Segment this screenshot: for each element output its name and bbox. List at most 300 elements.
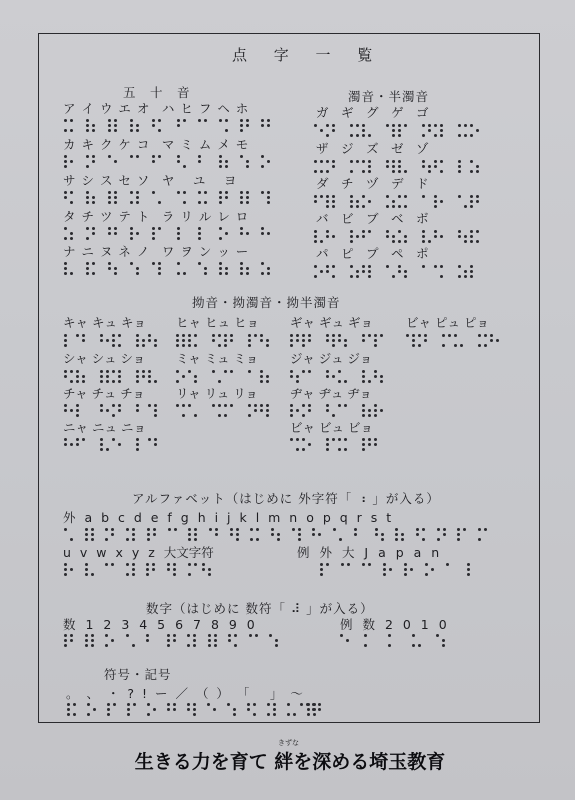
row-g3: サ シ ス セ ソ ヤ ユ ヨ [63, 173, 237, 188]
braille-dot [312, 708, 315, 711]
braille-cell [105, 528, 118, 542]
braille-dot [362, 443, 365, 446]
braille-dot [388, 634, 391, 637]
braille-cell [224, 370, 237, 384]
braille-dot [296, 448, 299, 451]
braille-dot [428, 240, 431, 243]
braille-dot [362, 370, 365, 373]
braille-dot [362, 170, 365, 173]
braille-dot [126, 634, 129, 637]
braille-dot [167, 568, 170, 571]
braille-dot [86, 124, 89, 127]
braille-cell [198, 119, 211, 133]
braille-dot [67, 708, 70, 711]
braille-dot [91, 634, 94, 637]
braille-dot [224, 339, 227, 342]
braille-dot [401, 533, 404, 536]
braille-dot [204, 267, 207, 270]
braille-dot [326, 205, 329, 208]
braille-dot [320, 240, 323, 243]
braille-dot [442, 639, 445, 642]
braille-cell [148, 404, 161, 418]
braille-dot [368, 414, 371, 417]
row-y2a: シャ シュ ショ [63, 351, 146, 366]
braille-dot [136, 409, 139, 412]
braille-cell [320, 563, 333, 577]
braille-cell [490, 334, 503, 348]
braille-dot [214, 644, 217, 647]
braille-cell [64, 634, 77, 648]
braille-cell [127, 703, 140, 717]
braille-dot [91, 533, 94, 536]
braille-dot [198, 160, 201, 163]
braille-dot [261, 227, 264, 230]
braille-dot [225, 191, 228, 194]
braille-dot [464, 270, 467, 273]
braille-dot [193, 639, 196, 642]
braille-dot [425, 573, 428, 576]
braille-cell [76, 438, 89, 452]
braille-dot [383, 568, 386, 571]
braille-dot [82, 438, 85, 441]
braille-dot [470, 200, 473, 203]
braille-dot [458, 165, 461, 168]
braille-dot [224, 404, 227, 407]
braille-dot [136, 129, 139, 132]
braille-dot [208, 639, 211, 642]
braille-dot [326, 443, 329, 446]
braille-dot [398, 265, 401, 268]
braille-dot [434, 265, 437, 268]
braille-cell [261, 155, 274, 169]
section-alphabet: アルファベット（はじめに 外字符「 ⠰ 」が入る） [132, 491, 440, 506]
braille-dot [375, 533, 378, 536]
braille-dot [64, 155, 67, 158]
braille-dot [86, 267, 89, 270]
braille-dot [380, 380, 383, 383]
braille-dot [91, 644, 94, 647]
braille-dot [152, 191, 155, 194]
braille-dot [228, 639, 231, 642]
braille-dot [132, 573, 135, 576]
braille-dot [362, 124, 365, 127]
braille-dot [256, 538, 259, 541]
braille-dot [398, 165, 401, 168]
braille-cell [208, 634, 221, 648]
braille-dot [362, 404, 365, 407]
braille-dot [356, 160, 359, 163]
braille-cell [287, 703, 300, 717]
braille-dot [188, 344, 191, 347]
braille-dot [374, 370, 377, 373]
braille-dot [208, 634, 211, 637]
braille-dot [404, 235, 407, 238]
braille-dot [470, 230, 473, 233]
braille-dot [422, 240, 425, 243]
braille-dot [100, 375, 103, 378]
braille-dot [392, 134, 395, 137]
braille-dot [105, 538, 108, 541]
braille-cell [130, 262, 143, 276]
braille-cell [261, 227, 274, 241]
braille-cell [76, 370, 89, 384]
braille-dot [202, 568, 205, 571]
braille-dot [118, 370, 121, 373]
braille-dot [177, 191, 180, 194]
braille-dot [142, 375, 145, 378]
braille-dot [92, 201, 95, 204]
braille-dot [354, 533, 357, 536]
braille-dot [76, 404, 79, 407]
braille-dot [484, 344, 487, 347]
braille-dot [158, 201, 161, 204]
braille-dot [114, 124, 117, 127]
braille-cell [227, 703, 240, 717]
braille-dot [100, 404, 103, 407]
braille-cell [147, 703, 160, 717]
braille-dot [136, 339, 139, 342]
braille-dot [386, 165, 389, 168]
braille-dot [188, 563, 191, 566]
row-y1c: ギャ ギュ ギョ [290, 315, 373, 330]
braille-dot [320, 160, 323, 163]
braille-dot [457, 538, 460, 541]
braille-cell [198, 191, 211, 205]
braille-cell [434, 230, 447, 244]
braille-dot [308, 409, 311, 412]
braille-dot [346, 639, 349, 642]
braille-dot [152, 563, 155, 566]
braille-cell [267, 703, 280, 717]
braille-cell [374, 370, 387, 384]
braille-dot [326, 370, 329, 373]
braille-dot [354, 528, 357, 531]
braille-dot [194, 528, 197, 531]
braille-dot [82, 334, 85, 337]
braille-dot [230, 533, 233, 536]
braille-dot [76, 414, 79, 417]
braille-dot [92, 262, 95, 265]
braille-cell [105, 563, 118, 577]
braille-dot [260, 375, 263, 378]
braille-dot [326, 124, 329, 127]
braille-dot [85, 528, 88, 531]
braille-dot [401, 538, 404, 541]
braille-dot [86, 196, 89, 199]
braille-dot [484, 334, 487, 337]
braille-dot [298, 538, 301, 541]
braille-cell [130, 227, 143, 241]
braille-dot [236, 528, 239, 531]
braille-dot [362, 438, 365, 441]
braille-dot [249, 634, 252, 637]
braille-cell [219, 227, 232, 241]
braille-dot [326, 170, 329, 173]
braille-dot [332, 195, 335, 198]
braille-dot [188, 533, 191, 536]
braille-cell [354, 528, 367, 542]
braille-dot [246, 196, 249, 199]
braille-dot [261, 191, 264, 194]
braille-dot [254, 404, 257, 407]
braille-dot [287, 703, 290, 706]
braille-cell [108, 227, 121, 241]
braille-dot [392, 205, 395, 208]
braille-dot [404, 270, 407, 273]
braille-dot [398, 240, 401, 243]
braille-dot [228, 634, 231, 637]
braille-cell [364, 634, 377, 648]
braille-dot [136, 375, 139, 378]
braille-dot [422, 230, 425, 233]
braille-cell [446, 563, 459, 577]
braille-dot [458, 134, 461, 137]
braille-dot [209, 528, 212, 531]
braille-dot [381, 533, 384, 536]
braille-dot [296, 438, 299, 441]
braille-dot [214, 634, 217, 637]
braille-cell [177, 155, 190, 169]
braille-dot [398, 129, 401, 132]
braille-dot [225, 119, 228, 122]
braille-dot [64, 129, 67, 132]
row-d2: ザ ジ ズ ゼ ゾ [316, 141, 429, 156]
braille-dot [176, 380, 179, 383]
braille-dot [490, 334, 493, 337]
braille-dot [108, 201, 111, 204]
braille-dot [105, 644, 108, 647]
braille-cell [130, 191, 143, 205]
braille-dot [392, 170, 395, 173]
braille-dot [234, 634, 237, 637]
braille-dot [431, 568, 434, 571]
braille-dot [458, 275, 461, 278]
braille-dot [470, 265, 473, 268]
braille-dot [142, 339, 145, 342]
braille-dot [392, 200, 395, 203]
braille-dot [91, 639, 94, 642]
braille-dot [362, 205, 365, 208]
braille-dot [386, 265, 389, 268]
braille-cell [167, 703, 180, 717]
braille-dot [158, 227, 161, 230]
footer-slogan: 生きる力を育て 絆を深める埼玉教育 [134, 751, 446, 773]
braille-dot [437, 528, 440, 531]
braille-dot [85, 533, 88, 536]
braille-dot [136, 344, 139, 347]
braille-cell [152, 262, 165, 276]
braille-dot [476, 230, 479, 233]
braille-cell [338, 438, 351, 452]
braille-dot [443, 528, 446, 531]
braille-dot [207, 703, 210, 706]
braille-dot [176, 339, 179, 342]
braille-dot [458, 195, 461, 198]
braille-cell [188, 404, 201, 418]
braille-dot [470, 240, 473, 243]
braille-dot [326, 265, 329, 268]
braille-dot [76, 375, 79, 378]
braille-dot [383, 573, 386, 576]
braille-dot [194, 380, 197, 383]
braille-dot [152, 124, 155, 127]
braille-dot [177, 160, 180, 163]
braille-dot [412, 644, 415, 647]
braille-dot [92, 227, 95, 230]
braille-dot [219, 237, 222, 240]
braille-cell [395, 528, 408, 542]
braille-dot [320, 270, 323, 273]
braille-cell [108, 155, 121, 169]
braille-dot [106, 380, 109, 383]
braille-cell [64, 191, 77, 205]
braille-dot [260, 339, 263, 342]
braille-dot [314, 124, 317, 127]
braille-dot [64, 634, 67, 637]
braille-dot [67, 703, 70, 706]
braille-dot [314, 230, 317, 233]
braille-dot [273, 708, 276, 711]
braille-cell [64, 119, 77, 133]
braille-dot [212, 370, 215, 373]
braille-cell [198, 227, 211, 241]
row-y1d: ビャ ピュ ピョ [406, 315, 489, 330]
braille-dot [187, 708, 190, 711]
braille-dot [70, 538, 73, 541]
braille-cell [374, 404, 387, 418]
braille-dot [434, 134, 437, 137]
braille-dot [152, 155, 155, 158]
braille-dot [118, 409, 121, 412]
braille-dot [344, 448, 347, 451]
braille-dot [302, 448, 305, 451]
braille-dot [320, 573, 323, 576]
braille-cell [398, 230, 411, 244]
row-y4a: ニャ ニュ ニョ [63, 420, 146, 435]
braille-dot [260, 334, 263, 337]
braille-cell [292, 528, 305, 542]
braille-dot [114, 191, 117, 194]
braille-dot [215, 528, 218, 531]
braille-dot [247, 708, 250, 711]
braille-dot [398, 230, 401, 233]
braille-dot [127, 703, 130, 706]
braille-dot [183, 201, 186, 204]
braille-dot [132, 533, 135, 536]
braille-dot [136, 232, 139, 235]
braille-cell [86, 155, 99, 169]
braille-dot [70, 237, 73, 240]
braille-dot [326, 230, 329, 233]
braille-dot [341, 563, 344, 566]
braille-dot [70, 443, 73, 446]
braille-dot [212, 404, 215, 407]
braille-dot [154, 414, 157, 417]
row-y3a: チャ チュ チョ [63, 386, 145, 401]
braille-dot [92, 155, 95, 158]
braille-cell [64, 155, 77, 169]
braille-dot [176, 344, 179, 347]
braille-dot [266, 380, 269, 383]
braille-dot [246, 267, 249, 270]
braille-dot [338, 438, 341, 441]
braille-dot [332, 160, 335, 163]
braille-dot [240, 232, 243, 235]
braille-dot [230, 339, 233, 342]
braille-dot [326, 339, 329, 342]
braille-dot [440, 200, 443, 203]
braille-dot [428, 170, 431, 173]
braille-dot [168, 528, 171, 531]
braille-dot [136, 191, 139, 194]
braille-dot [458, 160, 461, 163]
braille-dot [296, 375, 299, 378]
braille-dot [296, 339, 299, 342]
braille-dot [176, 334, 179, 337]
braille-dot [146, 568, 149, 571]
braille-dot [198, 262, 201, 265]
braille-dot [136, 380, 139, 383]
braille-dot [132, 568, 135, 571]
braille-dot [350, 275, 353, 278]
braille-cell [240, 227, 253, 241]
braille-dot [362, 409, 365, 412]
braille-dot [87, 703, 90, 706]
braille-cell [219, 262, 232, 276]
braille-dot [73, 713, 76, 716]
braille-dot [350, 205, 353, 208]
braille-dot [147, 713, 150, 716]
braille-dot [174, 528, 177, 531]
braille-dot [467, 568, 470, 571]
braille-dot [326, 134, 329, 137]
braille-dot [374, 443, 377, 446]
braille-cell [177, 119, 190, 133]
braille-dot [106, 375, 109, 378]
braille-dot [277, 538, 280, 541]
braille-dot [318, 708, 321, 711]
braille-cell [454, 334, 467, 348]
braille-dot [64, 644, 67, 647]
braille-dot [412, 634, 415, 637]
braille-cell [269, 634, 282, 648]
braille-dot [287, 713, 290, 716]
braille-cell [341, 563, 354, 577]
braille-cell [388, 634, 401, 648]
braille-dot [85, 634, 88, 637]
braille-cell [247, 703, 260, 717]
braille-dot [318, 703, 321, 706]
braille-dot [85, 573, 88, 576]
braille-dot [76, 409, 79, 412]
braille-dot [254, 334, 257, 337]
braille-dot [100, 380, 103, 383]
braille-dot [126, 573, 129, 576]
braille-cell [148, 370, 161, 384]
braille-dot [275, 644, 278, 647]
braille-dot [225, 165, 228, 168]
braille-dot [428, 124, 431, 127]
braille-dot [314, 275, 317, 278]
braille-dot [154, 339, 157, 342]
braille-dot [267, 191, 270, 194]
row-n1: 数 1 2 3 4 5 6 7 8 9 0 [63, 617, 255, 632]
braille-dot [234, 644, 237, 647]
braille-cell [202, 563, 215, 577]
braille-cell [146, 634, 159, 648]
braille-dot [188, 339, 191, 342]
braille-dot [350, 200, 353, 203]
